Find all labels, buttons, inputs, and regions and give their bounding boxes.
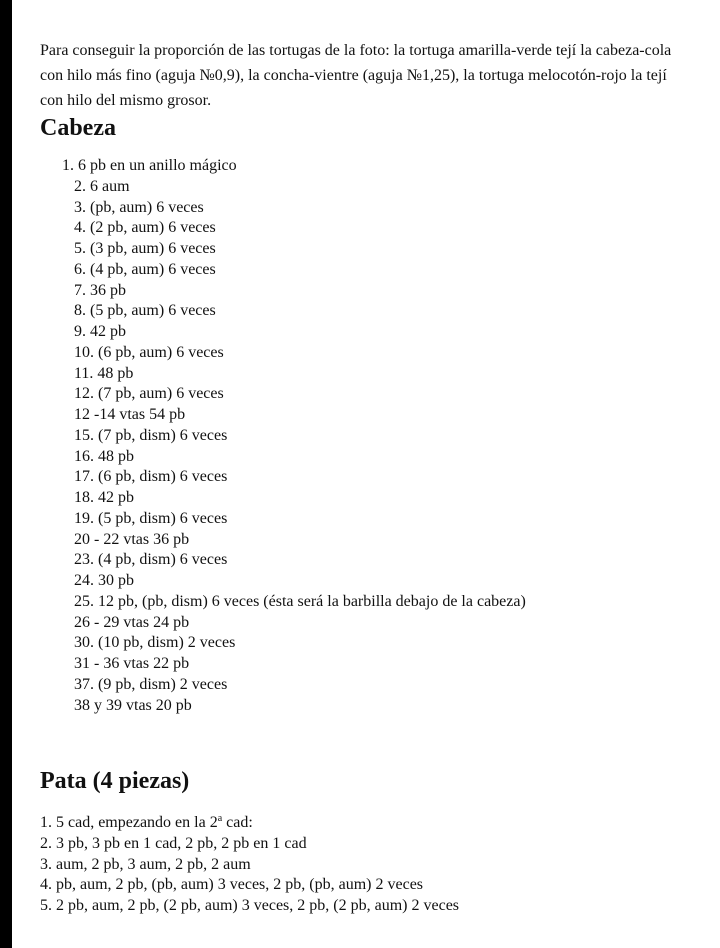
ordinal-superscript: a (217, 813, 223, 824)
list-item: 38 y 39 vtas 20 pb (74, 696, 192, 714)
list-item: 24. 30 pb (74, 572, 134, 589)
list-item: 2. 3 pb, 3 pb en 1 cad, 2 pb, 2 pb en 1 cad (40, 834, 307, 852)
list-item: 37. (9 pb, dism) 2 veces (74, 675, 228, 693)
section-heading-cabeza: Cabeza (40, 115, 116, 141)
list-item: 19. (5 pb, dism) 6 veces (74, 509, 228, 527)
list-item: 10. (6 pb, aum) 6 veces (74, 343, 224, 361)
list-item-prefix: 1. 5 cad, empezando en la 2 (40, 814, 218, 831)
list-item: 4. (2 pb, aum) 6 veces (74, 219, 216, 237)
list-item: 5. 2 pb, aum, 2 pb, (2 pb, aum) 3 veces, 2 pb, (2 pb, aum) 2 veces (40, 897, 460, 914)
list-item: 3. aum, 2 pb, 3 aum, 2 pb, 2 aum (40, 855, 251, 873)
list-item: 23. (4 pb, dism) 6 veces (74, 551, 228, 569)
list-item: 9. 42 pb (74, 323, 126, 340)
list-item: 12 -14 vtas 54 pb (74, 406, 186, 423)
list-item-suffix: cad: (222, 814, 253, 831)
list-item: 11. 48 pb (74, 364, 134, 382)
list-item: 1. 6 pb en un anillo mágico (62, 157, 237, 174)
list-item: 12. (7 pb, aum) 6 veces (74, 385, 224, 403)
list-item: 5. (3 pb, aum) 6 veces (74, 240, 216, 257)
intro-paragraph: Para conseguir la proporción de las tortugas de la foto: la tortuga amarilla-verde tejí la cabeza-cola con hilo más fino (aguja №0,9), la concha-vientre (aguja №1,25), la tortuga melocotón-rojo la tejí con hilo del mismo grosor. (40, 42, 672, 109)
list-item: 6. (4 pb, aum) 6 veces (74, 260, 216, 278)
list-item: 17. (6 pb, dism) 6 veces (74, 468, 228, 486)
list-item: 4. pb, aum, 2 pb, (pb, aum) 3 veces, 2 pb, (pb, aum) 2 veces (40, 876, 424, 894)
document-page (40, 38, 680, 914)
list-item: 8. (5 pb, aum) 6 veces (74, 302, 216, 320)
list-item: 3. (pb, aum) 6 veces (74, 198, 204, 216)
list-item: 18. 42 pb (74, 489, 134, 506)
list-item: 16. 48 pb (74, 447, 134, 465)
list-item: 31 - 36 vtas 22 pb (74, 655, 190, 672)
pata-instructions-list (40, 813, 459, 917)
list-item: 25. 12 pb, (pb, dism) 6 veces (ésta será la barbilla debajo de la cabeza) (74, 592, 526, 610)
list-item: 15. (7 pb, dism) 6 veces (74, 426, 228, 444)
section-heading-pata: Pata (4 piezas) (40, 768, 190, 794)
cabeza-instructions-list (62, 156, 526, 716)
list-item: 20 - 22 vtas 36 pb (74, 530, 190, 548)
list-item: 26 - 29 vtas 24 pb (74, 613, 190, 631)
list-item: 7. 36 pb (74, 281, 126, 299)
list-item: 2. 6 aum (74, 177, 130, 195)
left-edge-bar (0, 0, 12, 948)
list-item (40, 813, 459, 834)
list-item: 30. (10 pb, dism) 2 veces (74, 634, 236, 652)
